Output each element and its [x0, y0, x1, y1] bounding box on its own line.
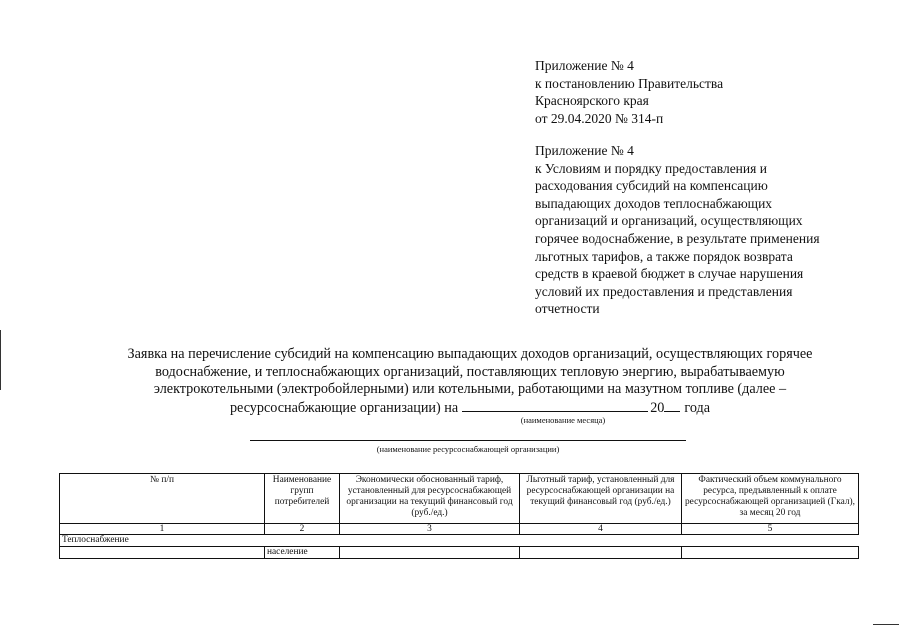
year-blank-field[interactable] — [664, 399, 680, 412]
column-number: 5 — [682, 524, 859, 535]
appendix-government-block — [535, 57, 865, 127]
appendix-line: от 29.04.2020 № 314-п — [535, 110, 664, 126]
month-blank-field[interactable] — [462, 399, 648, 412]
title-line: Заявка на перечисление субсидий на компенсацию выпадающих доходов организаций, осуществляющих горячее — [127, 346, 813, 362]
scan-margin-mark — [0, 330, 1, 390]
section-row — [60, 535, 859, 547]
column-number: 4 — [520, 524, 682, 535]
organization-blank-field[interactable] — [250, 440, 686, 441]
header-cell: Наименование групп потребителей — [265, 474, 340, 524]
appendix-line: выпадающих доходов теплоснабжающих — [535, 195, 773, 211]
section-fill — [265, 535, 859, 547]
header-cell: № п/п — [60, 474, 265, 524]
column-number: 2 — [265, 524, 340, 535]
scan-corner-mark — [873, 624, 899, 625]
appendix-line: расходования субсидий на компенсацию — [535, 178, 768, 194]
appendix-line: средств в краевой бюджет в случае нарушения — [535, 266, 804, 282]
appendix-line: горячее водоснабжение, в результате применения — [535, 230, 820, 246]
appendix-line: Приложение № 4 — [535, 143, 634, 158]
economic-tariff-cell[interactable] — [340, 547, 520, 559]
actual-volume-cell[interactable] — [682, 547, 859, 559]
column-number: 1 — [60, 524, 265, 535]
appendix-line: организаций и организаций, осуществляющих — [535, 213, 803, 229]
title-line: электрокотельными (электробойлерными) или котельными, работающими на мазутном топливе (далее – — [153, 381, 787, 398]
appendix-line: к постановлению Правительства — [535, 75, 724, 91]
appendix-line: условий их предоставления и представления — [535, 283, 793, 299]
section-label: Теплоснабжение — [60, 535, 265, 547]
organization-caption: (наименование ресурсоснабжающей организации) — [376, 444, 560, 454]
row-number-cell[interactable] — [60, 547, 265, 559]
appendix-line: льготных тарифов, а также порядок возврата — [535, 248, 793, 264]
appendix-line: к Условиям и порядку предоставления и — [535, 160, 767, 176]
column-number-row — [60, 524, 859, 535]
request-title — [90, 346, 850, 417]
appendix-line: отчетности — [535, 301, 600, 317]
table-header-row — [60, 474, 859, 524]
column-number: 3 — [340, 524, 520, 535]
title-last-line — [90, 399, 850, 418]
year-prefix: 20 — [650, 399, 665, 416]
appendix-line: Красноярского края — [535, 93, 649, 109]
title-line-prefix: ресурсоснабжающие организации) на — [229, 399, 459, 416]
header-cell: Фактический объем коммунального ресурса, предъявленный к оплате ресурсоснабжающей организацией (Гкал), за месяц 20 год — [682, 474, 859, 524]
consumer-group-cell: население — [265, 547, 340, 559]
year-suffix: года — [684, 399, 711, 416]
table-row — [60, 547, 859, 559]
request-table — [59, 473, 859, 559]
appendix-conditions-block — [535, 142, 865, 318]
preferential-tariff-cell[interactable] — [520, 547, 682, 559]
month-caption: (наименование месяца) — [520, 415, 606, 425]
header-cell: Льготный тариф, установленный для ресурсоснабжающей организации на текущий финансовый год (руб./ед.) — [520, 474, 682, 524]
title-line: водоснабжение, и теплоснабжающих организаций, поставляющих тепловую энергию, вырабатываемую — [155, 363, 785, 380]
appendix-line: Приложение № 4 — [535, 58, 634, 73]
header-cell: Экономически обоснованный тариф, установленный для ресурсоснабжающей организации на текущий финансовый год (руб./ед.) — [340, 474, 520, 524]
